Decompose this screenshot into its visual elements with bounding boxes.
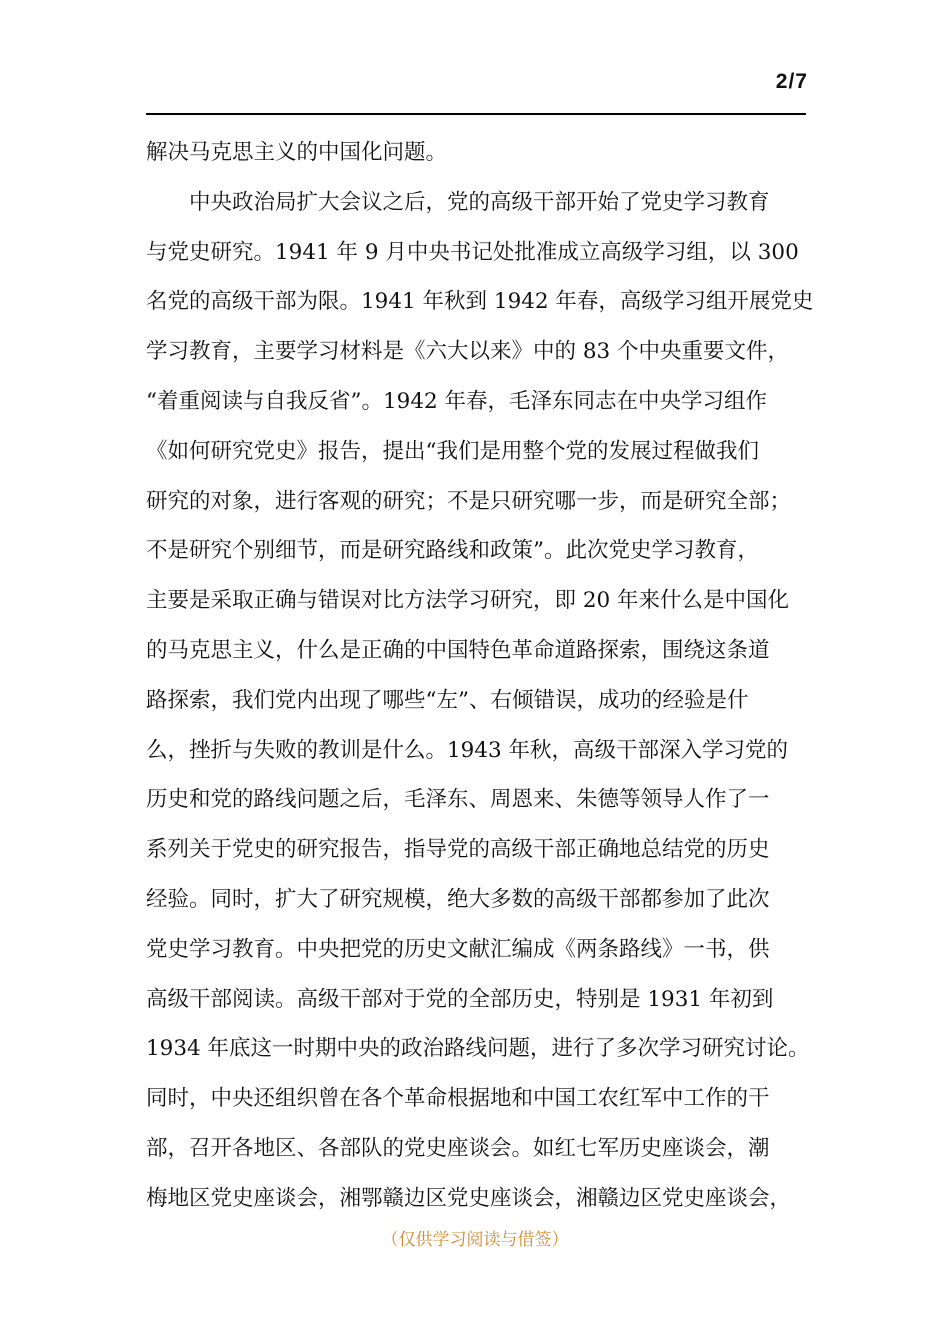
text-line: 梅地区党史座谈会，湘鄂赣边区党史座谈会，湘赣边区党史座谈会， <box>146 1185 792 1211</box>
text-line: 系列关于党史的研究报告，指导党的高级干部正确地总结党的历史 <box>146 837 770 863</box>
text-line: 不是研究个别细节，而是研究路线和政策”。此次党史学习教育， <box>146 538 759 564</box>
text-line: 么，挫折与失败的教训是什么。1943 年秋，高级干部深入学习党的 <box>146 737 789 763</box>
text-line: 的马克思主义，什么是正确的中国特色革命道路探索，围绕这条道 <box>146 637 770 663</box>
text-line: 主要是采取正确与错误对比方法学习研究，即 20 年来什么是中国化 <box>146 588 790 614</box>
body-text <box>146 128 814 1224</box>
text-line: 同时，中央还组织曾在各个革命根据地和中国工农红军中工作的干 <box>146 1086 770 1112</box>
text-line: “着重阅读与自我反省”。1942 年春，毛泽东同志在中央学习组作 <box>146 388 768 414</box>
header-rule <box>146 113 806 115</box>
footer-note: （仅供学习阅读与借签） <box>381 1230 569 1250</box>
text-line: 名党的高级干部为限。1941 年秋到 1942 年春，高级学习组开展党史 <box>146 289 814 315</box>
page-number: 2/7 <box>775 70 808 93</box>
text-line: 党史学习教育。中央把党的历史文献汇编成《两条路线》一书，供 <box>146 936 770 962</box>
text-line: 历史和党的路线问题之后，毛泽东、周恩来、朱德等领导人作了一 <box>146 787 770 813</box>
text-line: 高级干部阅读。高级干部对于党的全部历史，特别是 1931 年初到 <box>146 986 774 1012</box>
text-line: 与党史研究。1941 年 9 月中央书记处批准成立高级学习组，以 300 <box>146 239 799 265</box>
text-line: 1934 年底这一时期中央的政治路线问题，进行了多次学习研究讨论。 <box>146 1036 810 1062</box>
text-line: 解决马克思主义的中国化问题。 <box>146 140 448 165</box>
text-line: 路探索，我们党内出现了哪些“左”、右倾错误，成功的经验是什 <box>146 687 749 713</box>
text-line: 经验。同时，扩大了研究规模，绝大多数的高级干部都参加了此次 <box>146 886 770 912</box>
text-line: 部，召开各地区、各部队的党史座谈会。如红七军历史座谈会，潮 <box>146 1135 770 1161</box>
text-line: 研究的对象，进行客观的研究；不是只研究哪一步，而是研究全部； <box>146 488 792 514</box>
text-line: 中央政治局扩大会议之后，党的高级干部开始了党史学习教育 <box>146 189 770 215</box>
text-line: 《如何研究党史》报告，提出“我们是用整个党的发展过程做我们 <box>146 438 759 464</box>
text-line: 学习教育，主要学习材料是《六大以来》中的 83 个中央重要文件， <box>146 339 790 365</box>
